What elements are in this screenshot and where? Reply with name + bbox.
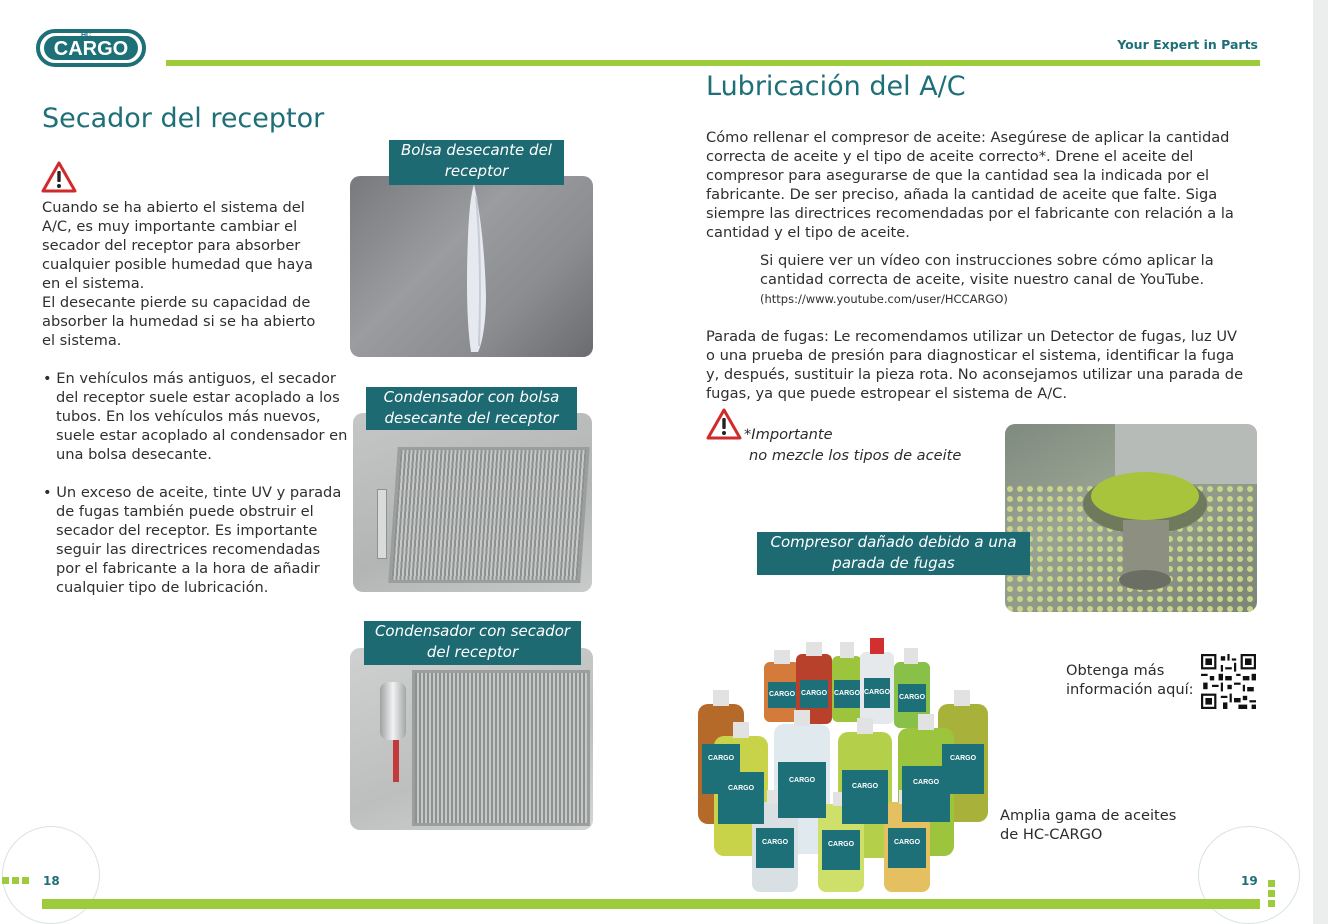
hc-cargo-logo: [36, 26, 146, 70]
warning-icon: [41, 161, 77, 193]
logo-text: CARGO: [53, 38, 129, 60]
caption-compressor: [757, 532, 1030, 575]
oil-range-line: de HC-CARGO: [1000, 826, 1103, 843]
bullet-item: [42, 483, 348, 597]
svg-text:CARGO: CARGO: [833, 690, 861, 697]
svg-text:CARGO: CARGO: [788, 777, 816, 784]
footer-square: [1268, 890, 1275, 897]
bullet-dot: •: [43, 484, 57, 501]
bullet-dot: •: [43, 370, 57, 387]
condenser-coil: [412, 670, 590, 826]
logo-superscript: HC: [80, 32, 92, 39]
important-note: [744, 424, 961, 466]
page-number-left: 18: [43, 874, 60, 888]
caption-line: Bolsa desecante del: [401, 141, 552, 159]
scroll-strip[interactable]: [1313, 0, 1328, 924]
oil-fill-paragraph: Cómo rellenar el compresor de aceite: Asegúrese de aplicar la cantidad correcta de aceite y el tipo de aceite correcto*. Drene el aceite del compresor para asegurarse de que la cantidad sea la indicada por el fabricante. De ser preciso, añada la cantidad de aceite que falte. Siga siempre las directrices recomendadas por el fabricante con relación a la cantidad y el tipo de aceite.: [706, 129, 1234, 241]
oil-range-line: Amplia gama de aceites: [1000, 807, 1177, 824]
footer-bar: [42, 899, 1260, 909]
svg-text:CARGO: CARGO: [827, 841, 855, 848]
bullet-item: [42, 369, 348, 464]
caption-line: Condensador con bolsa: [383, 388, 560, 406]
caption-desiccant-bag: [389, 140, 564, 185]
svg-text:CARGO: CARGO: [727, 785, 755, 792]
important-line: no mezcle los tipos de aceite: [749, 447, 962, 464]
footer-square: [2, 877, 9, 884]
oil-range-caption: [1000, 806, 1176, 844]
bullet-text: Un exceso de aceite, tinte UV y parada de fugas también puede obstruir el secador del receptor. Es importante seguir las directrices recomendadas por el fabricante a la hora de añadir cualquier tipo de lubricación.: [56, 484, 342, 596]
svg-text:CARGO: CARGO: [949, 755, 977, 762]
condenser-coil: [388, 447, 590, 583]
bullet-text: En vehículos más antiguos, el secador del receptor suele estar acoplado a los tubos. En los vehículos más nuevos, suele estar acoplado al condensador en una bolsa desecante.: [56, 370, 348, 463]
qr-caption-line: información aquí:: [1066, 681, 1194, 698]
svg-text:CARGO: CARGO: [800, 690, 828, 697]
caption-line: desecante del receptor: [384, 409, 559, 427]
right-page-title: Lubricación del A/C: [706, 71, 966, 102]
important-line: *Importante: [744, 426, 833, 443]
caption-line: Compresor dañado debido a una: [770, 533, 1017, 551]
svg-text:CARGO: CARGO: [761, 839, 789, 846]
tagline: Your Expert in Parts: [1117, 37, 1258, 52]
header-divider: [166, 60, 1260, 66]
page-number-right: 19: [1241, 874, 1258, 888]
damaged-compressor-photo: [1005, 424, 1257, 612]
svg-text:CARGO: CARGO: [863, 689, 891, 696]
intro-paragraph: [42, 198, 332, 350]
warning-icon: [706, 408, 742, 440]
youtube-link[interactable]: (https://www.youtube.com/user/HCCARGO): [760, 292, 1008, 306]
footer-square: [12, 877, 19, 884]
svg-text:CARGO: CARGO: [768, 691, 796, 698]
condenser-dryer-photo: [350, 648, 593, 830]
svg-text:CARGO: CARGO: [707, 755, 735, 762]
dryer-cylinder: [380, 682, 406, 740]
caption-condenser-dryer: [364, 621, 581, 665]
footer-square: [1268, 900, 1275, 907]
condenser-bag-photo: [353, 413, 592, 592]
video-text: Si quiere ver un vídeo con instrucciones sobre cómo aplicar la cantidad correcta de aceite, visite nuestro canal de YouTube.: [760, 252, 1214, 288]
caption-line: Condensador con secador: [374, 622, 571, 640]
intro-text: Cuando se ha abierto el sistema del A/C, es muy importante cambiar el secador del receptor para absorber cualquier posible humedad que haya en el sistema.: [42, 199, 313, 292]
svg-text:CARGO: CARGO: [893, 839, 921, 846]
oil-bottles-photo: [698, 632, 990, 894]
caption-line: parada de fugas: [832, 554, 955, 572]
qr-code[interactable]: [1201, 654, 1256, 709]
leak-stop-paragraph: Parada de fugas: Le recomendamos utilizar un Detector de fugas, luz UV o una prueba de presión para diagnosticar el sistema, identificar la fuga y, después, sustituir la pieza rota. No aconsejamos utilizar una parada de fugas, ya que puede estropear el sistema de A/C.: [706, 328, 1244, 402]
intro-text-2: El desecante pierde su capacidad de absorber la humedad si se ha abierto el sistema.: [42, 294, 316, 349]
svg-text:CARGO: CARGO: [898, 694, 926, 701]
left-page-title: Secador del receptor: [42, 103, 325, 134]
svg-text:CARGO: CARGO: [851, 783, 879, 790]
footer-square: [1268, 880, 1275, 887]
qr-caption: [1066, 661, 1194, 699]
qr-caption-line: Obtenga más: [1066, 662, 1165, 679]
condenser-pipe: [377, 489, 387, 559]
caption-line: receptor: [444, 162, 509, 180]
dryer-pipe: [393, 740, 399, 782]
video-paragraph: [760, 251, 1256, 309]
caption-line: del receptor: [426, 643, 519, 661]
desiccant-bag-photo: [350, 176, 593, 357]
footer-square: [22, 877, 29, 884]
svg-text:CARGO: CARGO: [912, 779, 940, 786]
caption-condenser-bag: [366, 387, 577, 430]
